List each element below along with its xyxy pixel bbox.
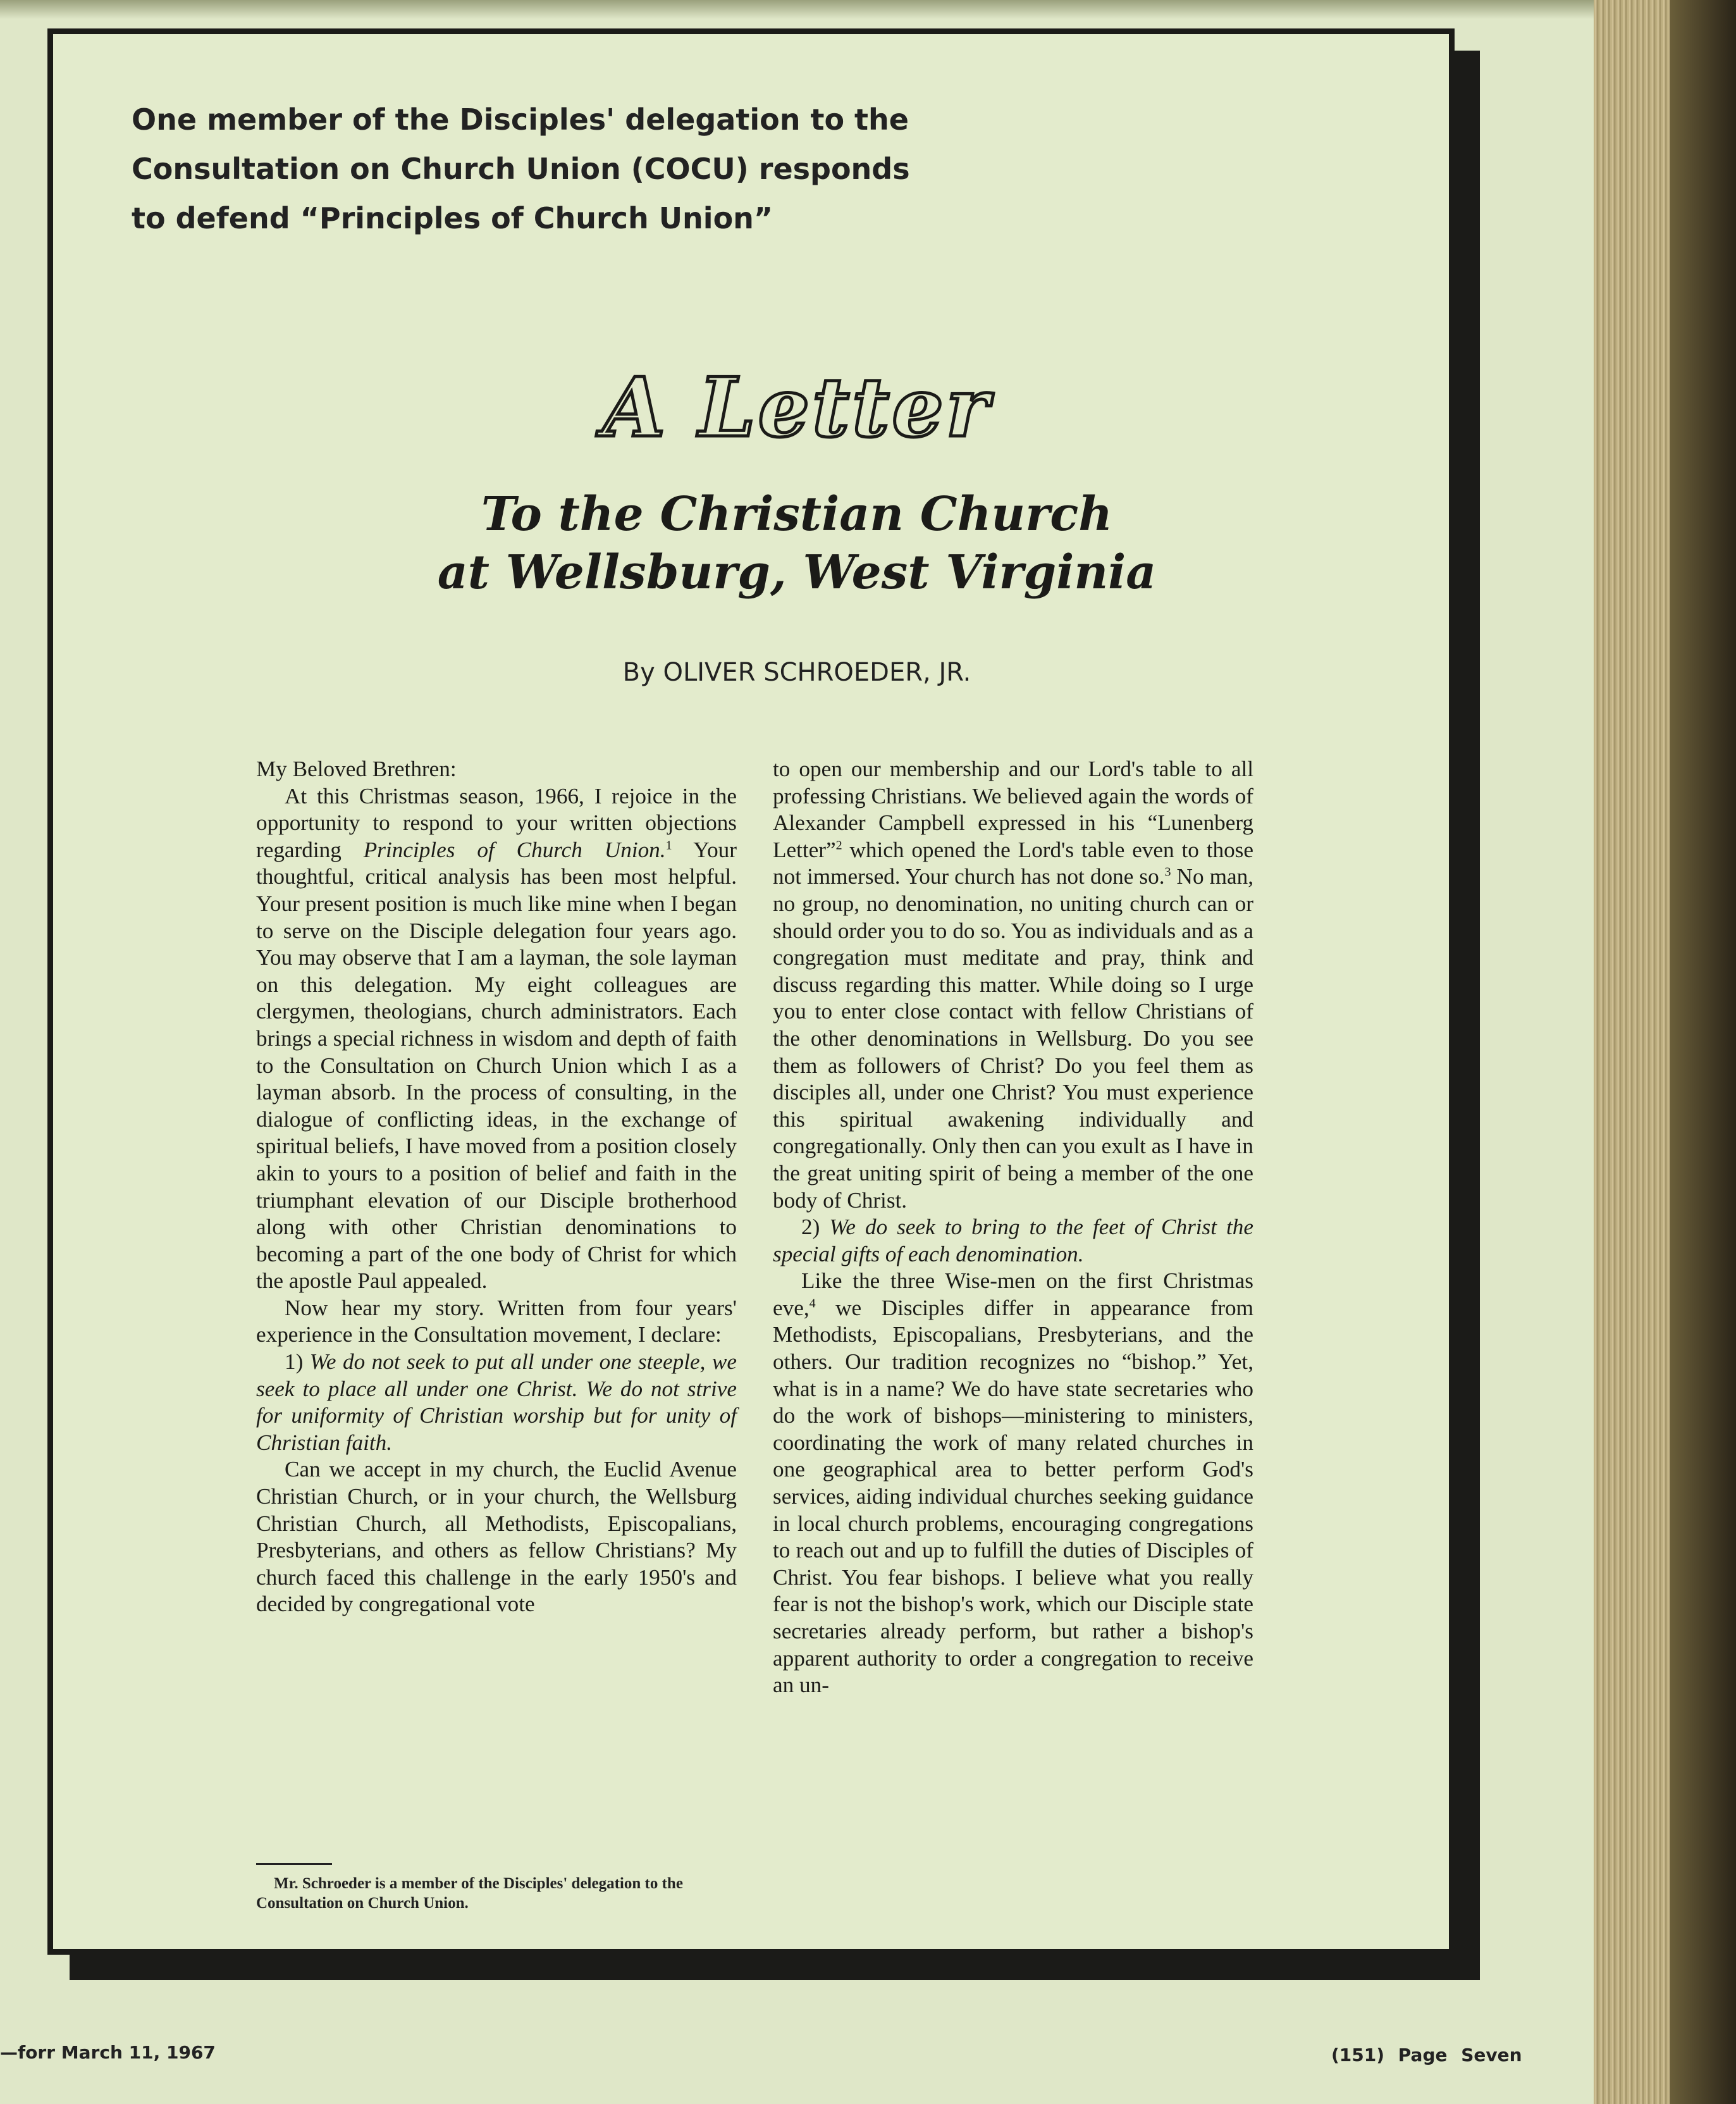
text-run: we Disciples differ in appearance from Methodists, Episcopalians, Presbyterians, and the others. Our tradition recognizes no “bishop.” Yet, what is in a name? We do have state secretaries who do the work of bishops—ministering to ministers, coordinating the work of many related churches in one geographical area to better perform God's services, aiding individual churches seeking guidance in local church problems, encouraging congregations to reach out and up to fulfill the duties of Disciples of Christ. You fear bishops. I believe what you really fear is not the bishop's work, which our Disciple state secretaries already perform, but rather a bishop's apparent authority to order a congregation to receive an un- [773,1295,1253,1698]
numbered-point [256,1349,737,1456]
text-run: At this Christmas season, 1966, I rejoice in the opportunity to respond to your written objections regarding [256,783,737,862]
article-subtitle-line-2: at Wellsburg, West Virginia [437,545,1157,600]
point-text: We do not seek to put all under one steeple, we seek to place all under one Christ. We do not strive for uniformity of Christian worship but for unity of Christian faith. [256,1349,737,1455]
page-top-shadow [0,0,1594,19]
article-subtitle-line-1: To the Christian Church [481,487,1113,541]
right-column [773,756,1253,1699]
folio-date: —forr March 11, 1967 [0,2042,216,2063]
numbered-point [773,1214,1253,1268]
salutation: My Beloved Brethren: [256,757,457,781]
folio-page-number: (151) Page Seven [1331,2045,1522,2065]
paragraph: Can we accept in my church, the Euclid Avenue Christian Church, or in your church, the Wellsburg Christian Church, all Methodists, Episcopalians, Presbyterians, and others as fellow Christians? My church faced this challenge in the early 1950's and decided by congregational vote [256,1457,737,1617]
kicker-line: Consultation on Church Union (COCU) responds [132,152,910,186]
footnote-ref: 4 [809,1296,816,1311]
byline: By OLIVER SCHROEDER, JR. [622,658,971,687]
left-column [256,756,737,1618]
footnote-ref: 2 [835,838,842,853]
text-run: which opened the Lord's table even to those not immersed. Your church has not done so. [773,837,1253,889]
article-title: A Letter [602,361,992,455]
kicker-heading [132,95,985,243]
text-run: to open our membership and our Lord's table to all professing Christians. We believed again the words of Alexander Campbell expressed in his “Lunenberg Letter” [773,757,1253,862]
kicker-line: to defend “Principles of Church Union” [132,201,773,235]
footnote-rule [256,1863,332,1865]
italic-title: Principles of Church Union. [363,837,666,862]
text-run: No man, no group, no denomination, no uniting church can or should order you to do so. You as individuals and as a congregation must meditate and pray, think and discuss regarding this matter. While doing so I urge you to enter close contact with fellow Christians of the other denominations in Wellsburg. Do you see them as followers of Christ? Do you feel them as disciples all, under one Christ? You must experience this spiritual awakening individually and congregationally. Only then can you exult as I have in the great uniting spirit of being a member of the one body of Christ. [773,864,1253,1213]
author-footnote: Mr. Schroeder is a member of the Disciples' delegation to the Consultation on Church Union. [256,1875,683,1912]
footnote-ref: 1 [665,838,672,853]
book-binding-edge [1670,0,1736,2104]
paragraph: Now hear my story. Written from four years' experience in the Consultation movement, I declare: [256,1295,737,1347]
paragraph [773,1268,1253,1699]
text-run: Your thoughtful, critical analysis has been most helpful. Your present position is much like mine when I began to serve on the Disciple delegation four years ago. You may observe that I am a layman, the sole layman on this delegation. My eight colleagues are clergymen, theologians, church administrators. Each brings a special richness in wisdom and depth of faith to the Consultation on Church Union which I as a layman absorb. In the process of consulting, in the dialogue of conflicting ideas, in the exchange of spiritual beliefs, I have moved from a position closely akin to yours to a position of belief and faith in the triumphant elevation of our Disciple brotherhood along with other Christian denominations to becoming a part of the one body of Christ for which the apostle Paul appealed. [256,837,737,1294]
point-number: 2) [801,1215,830,1240]
point-text: We do seek to bring to the feet of Christ the special gifts of each denomination. [773,1215,1254,1266]
text-run: Like the three Wise-men on the first Christmas eve, [773,1268,1253,1320]
footnote-ref: 3 [1164,865,1171,879]
kicker-line: One member of the Disciples' delegation to the [132,102,909,137]
paragraph [256,783,737,1295]
paragraph [773,756,1253,1214]
point-number: 1) [285,1349,310,1375]
